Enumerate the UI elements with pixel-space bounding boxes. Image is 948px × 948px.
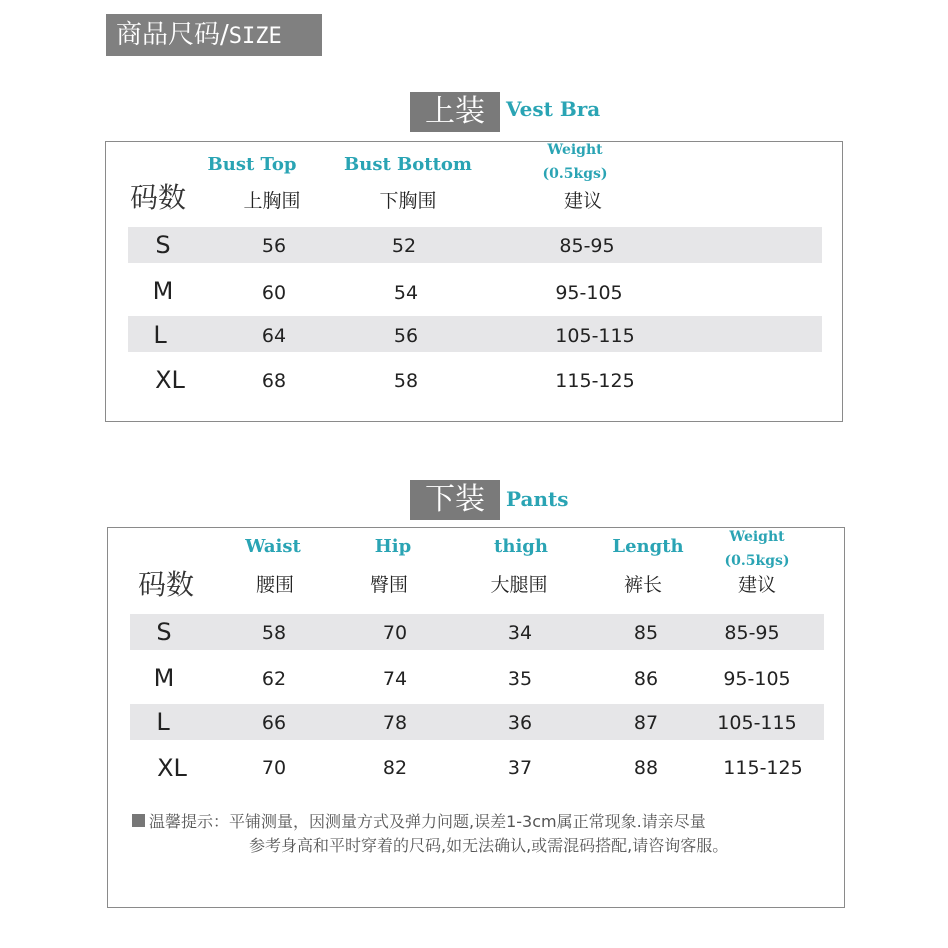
bottom-cell: 35 xyxy=(507,668,533,690)
title-cn: 商品尺码 xyxy=(116,20,221,50)
bottom-cell: 105-115 xyxy=(717,712,797,734)
top-size-header: 码数 xyxy=(130,181,187,214)
bottom-cell: 66 xyxy=(261,712,287,734)
bottom-size-s: S xyxy=(156,618,172,646)
bottom-col-hip-cn: 臀围 xyxy=(369,574,409,596)
top-row-stripe-l xyxy=(128,316,822,352)
note-line-1: 温馨提示：平铺测量，因测量方式及弹力问题,误差1-3cm属正常现象.请亲尽量 xyxy=(149,812,706,831)
top-size-m: M xyxy=(152,277,174,305)
bottom-cell: 62 xyxy=(261,668,287,690)
bottom-row-stripe-s xyxy=(130,614,824,650)
top-cell: 60 xyxy=(261,282,287,304)
top-section-label: 上装 xyxy=(410,92,500,132)
bottom-cell: 78 xyxy=(382,712,408,734)
top-cell: 58 xyxy=(393,370,419,392)
top-size-xl: XL xyxy=(155,366,185,394)
top-col-weight-en-line1: Weight xyxy=(547,142,603,158)
bottom-size-header: 码数 xyxy=(138,568,195,601)
bottom-cell: 58 xyxy=(261,622,287,644)
title-en: SIZE xyxy=(228,24,282,49)
bottom-cell: 36 xyxy=(507,712,533,734)
top-col-bust-bottom-en: Bust Bottom xyxy=(344,154,472,175)
top-cell: 85-95 xyxy=(559,235,615,257)
top-size-table xyxy=(105,141,843,422)
title-separator: / xyxy=(220,20,229,50)
bottom-cell: 88 xyxy=(633,757,659,779)
bottom-col-length-en: Length xyxy=(612,536,684,557)
bottom-cell: 37 xyxy=(507,757,533,779)
top-col-bust-top-en: Bust Top xyxy=(207,154,297,175)
note-line-2: 参考身高和平时穿着的尺码,如无法确认,或需混码搭配,请咨询客服。 xyxy=(249,836,729,855)
top-section-english-label: Vest Bra xyxy=(506,97,601,121)
bottom-size-m: M xyxy=(153,664,175,692)
top-col-weight-cn: 建议 xyxy=(563,190,603,212)
top-cell: 105-115 xyxy=(555,325,635,347)
top-cell: 115-125 xyxy=(555,370,635,392)
bottom-section-english-label: Pants xyxy=(506,487,569,511)
bottom-size-l: L xyxy=(156,708,170,736)
top-col-bust-top-cn: 上胸围 xyxy=(243,190,301,212)
top-row-stripe-s xyxy=(128,227,822,263)
bottom-cell: 115-125 xyxy=(723,757,803,779)
bottom-col-waist-en: Waist xyxy=(245,536,301,557)
top-cell: 68 xyxy=(261,370,287,392)
bottom-cell: 34 xyxy=(507,622,533,644)
bottom-cell: 82 xyxy=(382,757,408,779)
top-cell: 54 xyxy=(393,282,419,304)
bottom-cell: 85 xyxy=(633,622,659,644)
bottom-cell: 70 xyxy=(382,622,408,644)
bottom-section-label: 下装 xyxy=(410,480,500,520)
bottom-col-hip-en: Hip xyxy=(374,536,412,557)
size-note xyxy=(132,810,728,858)
size-chart-title xyxy=(106,14,322,56)
bottom-cell: 95-105 xyxy=(723,668,791,690)
top-cell: 95-105 xyxy=(555,282,623,304)
top-cell: 56 xyxy=(393,325,419,347)
bottom-cell: 74 xyxy=(382,668,408,690)
bottom-cell: 70 xyxy=(261,757,287,779)
bottom-col-thigh-cn: 大腿围 xyxy=(490,574,548,596)
bottom-cell: 86 xyxy=(633,668,659,690)
top-size-l: L xyxy=(153,321,167,349)
bottom-col-weight-cn: 建议 xyxy=(737,574,777,596)
bottom-col-weight-en-line1: Weight xyxy=(729,529,785,545)
bottom-cell: 85-95 xyxy=(724,622,780,644)
bottom-col-waist-cn: 腰围 xyxy=(255,574,295,596)
bottom-col-length-cn: 裤长 xyxy=(623,574,663,596)
top-cell: 56 xyxy=(261,235,287,257)
top-cell: 52 xyxy=(391,235,417,257)
bottom-size-xl: XL xyxy=(157,754,187,782)
bottom-col-weight-en-line2: (0.5kgs) xyxy=(724,553,790,569)
top-col-weight-en-line2: (0.5kgs) xyxy=(542,166,608,182)
top-cell: 64 xyxy=(261,325,287,347)
bottom-cell: 87 xyxy=(633,712,659,734)
bottom-col-thigh-en: thigh xyxy=(494,536,548,557)
top-col-bust-bottom-cn: 下胸围 xyxy=(379,190,437,212)
top-size-s: S xyxy=(155,231,171,259)
note-bullet-icon xyxy=(132,814,145,827)
